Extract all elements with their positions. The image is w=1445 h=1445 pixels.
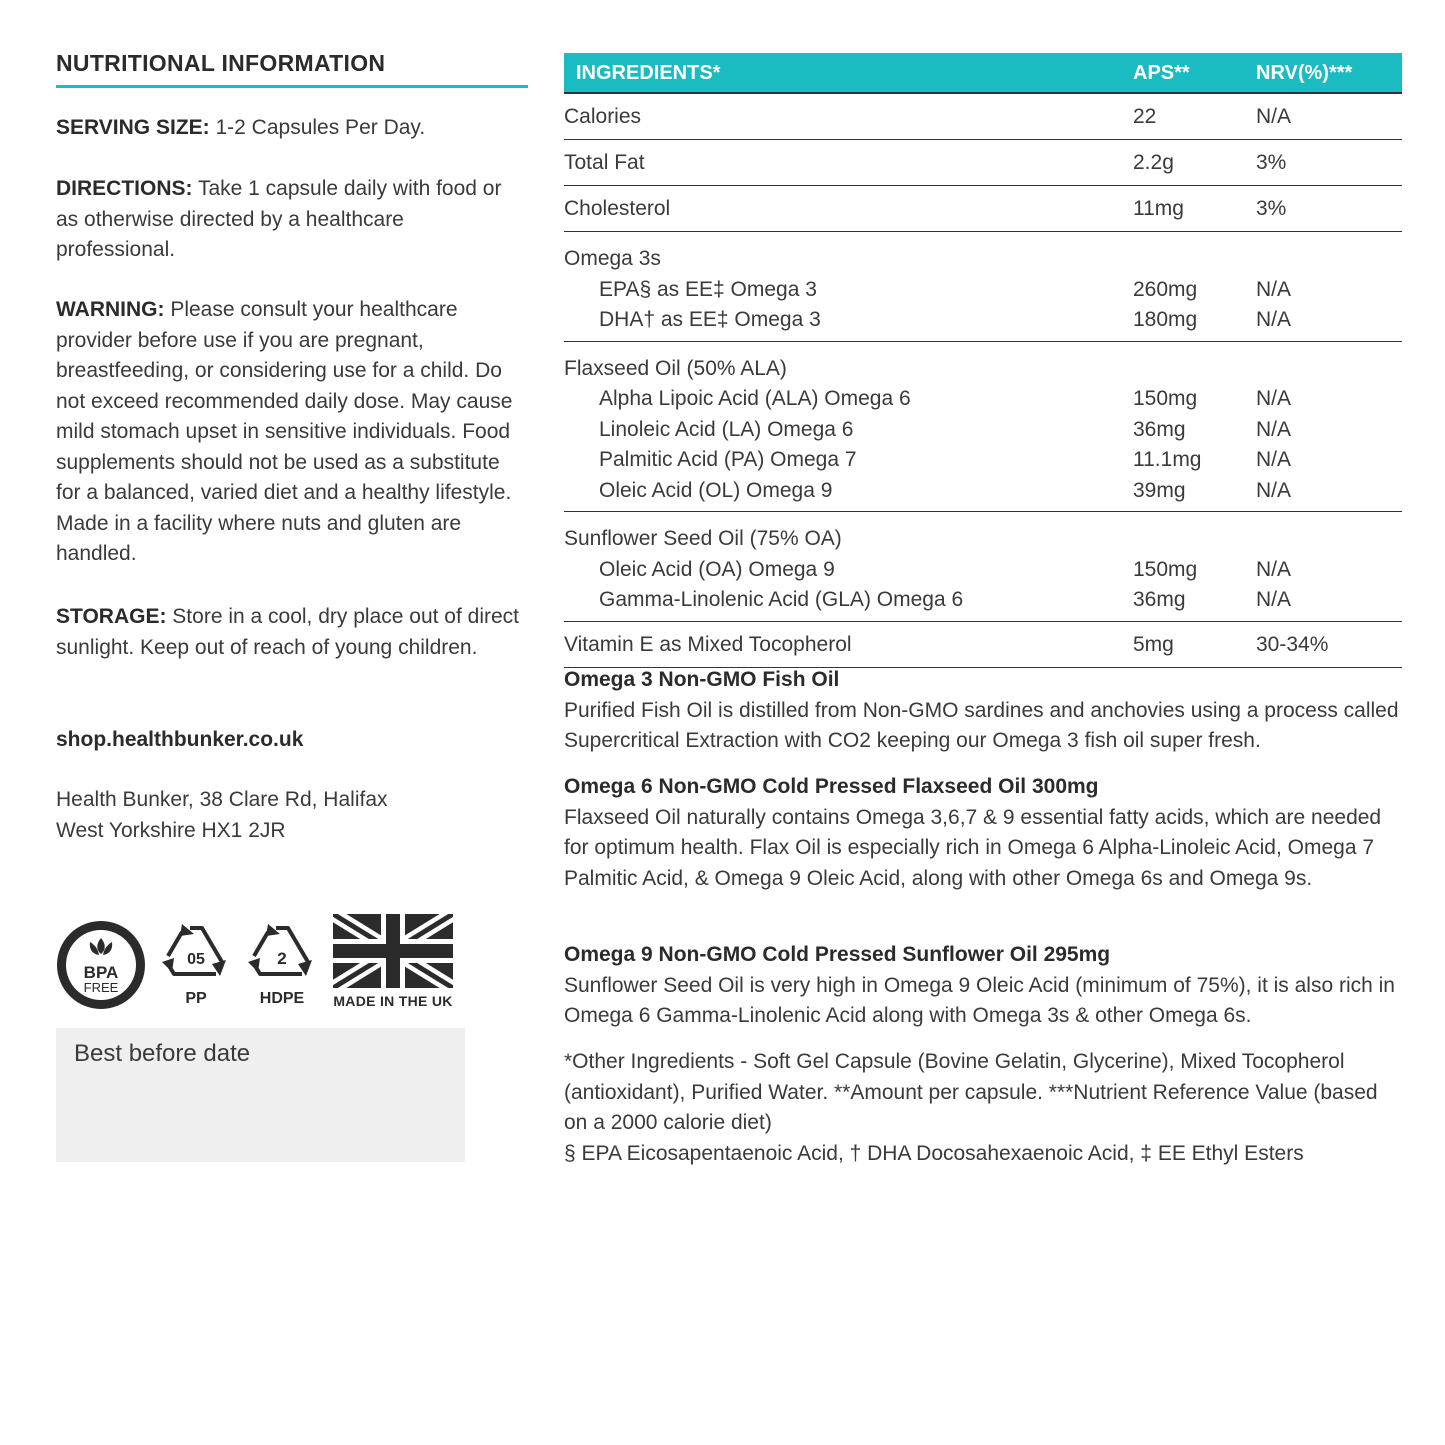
omega3-description — [564, 665, 1404, 757]
address-line-1: Health Bunker, 38 Clare Rd, Halifax — [56, 788, 388, 811]
bpa-free-icon — [56, 920, 146, 1010]
row-name: Alpha Lipoic Acid (ALA) Omega 6 — [599, 387, 911, 410]
pp-label: PP — [185, 990, 207, 1007]
warning-label: WARNING: — [56, 298, 165, 321]
omega9-text: Sunflower Seed Oil is very high in Omega 9 Oleic Acid (minimum of 75%), it is also rich in Omega 6 Gamma-Linolenic Acid along with Omega 3s & other Omega 6s. — [564, 973, 1395, 1027]
row-nrv: 30-34% — [1256, 632, 1329, 656]
bpa-text: BPA — [83, 963, 119, 982]
header-aps: APS** — [1133, 62, 1190, 84]
row-aps: 11mg — [1133, 197, 1184, 220]
omega3-text: Purified Fish Oil is distilled from Non-GMO sardines and anchovies using a process called Supercritical Extraction with CO2 keeping our Omega 3 fish oil super fresh. — [564, 698, 1399, 752]
table-header — [564, 53, 1402, 94]
row-aps: 36mg — [1133, 417, 1186, 441]
omega6-description — [564, 772, 1404, 894]
row-nrv: N/A — [1256, 105, 1292, 128]
table-group-sunflower — [564, 512, 1402, 622]
row-name: Vitamin E as Mixed Tocopherol — [564, 632, 852, 656]
warning-text: Please consult your healthcare provider before use if you are pregnant, breastfeeding, or considering use for a child. Do not exceed recommended daily dose. May cause mild stomach upset in sensitive individuals. Food supplements should not be used as a substitute for a balanced, varied diet and a healthy lifestyle. Made in a facility where nuts and gluten are handled. — [56, 298, 513, 565]
serving-size — [56, 113, 528, 144]
group-name: Sunflower Seed Oil (75% OA) — [564, 527, 842, 550]
omega6-title: Omega 6 Non-GMO Cold Pressed Flaxseed Oil 300mg — [564, 775, 1099, 798]
pp-number: 05 — [187, 951, 205, 968]
row-nrv: N/A — [1256, 588, 1292, 611]
row-aps: 180mg — [1133, 308, 1198, 331]
group-name: Omega 3s — [564, 247, 661, 270]
directions-text: Take 1 capsule daily with food or as otherwise directed by a healthcare professional. — [56, 177, 502, 261]
header-nrv: NRV(%)*** — [1256, 62, 1353, 84]
row-aps: 39mg — [1133, 478, 1186, 502]
row-nrv: 3% — [1256, 151, 1287, 174]
made-in-uk-label: MADE IN THE UK — [333, 993, 453, 1009]
row-nrv: N/A — [1256, 478, 1292, 502]
hdpe-label: HDPE — [259, 990, 305, 1007]
serving-size-label: SERVING SIZE: — [56, 116, 210, 139]
table-row — [564, 186, 1402, 232]
row-name: Gamma-Linolenic Acid (GLA) Omega 6 — [599, 588, 964, 611]
certification-logos — [56, 914, 476, 1014]
section-title: NUTRITIONAL INFORMATION — [56, 50, 528, 88]
row-name: Palmitic Acid (PA) Omega 7 — [599, 448, 857, 471]
table-row — [564, 140, 1402, 186]
storage-label: STORAGE: — [56, 605, 167, 628]
directions — [56, 174, 528, 266]
row-nrv: N/A — [1256, 277, 1292, 301]
free-text: FREE — [83, 980, 119, 995]
row-aps: 22 — [1133, 105, 1157, 128]
table-group-flaxseed — [564, 342, 1402, 513]
row-aps: 36mg — [1133, 588, 1186, 611]
group-name: Flaxseed Oil (50% ALA) — [564, 356, 787, 380]
row-name: Cholesterol — [564, 197, 671, 220]
storage — [56, 602, 528, 663]
row-nrv: 3% — [1256, 197, 1287, 220]
table-group-omega3 — [564, 232, 1402, 342]
row-nrv: N/A — [1256, 308, 1292, 331]
row-nrv: N/A — [1256, 557, 1292, 581]
row-name: EPA§ as EE‡ Omega 3 — [599, 277, 817, 301]
footnote-text: *Other Ingredients - Soft Gel Capsule (Bovine Gelatin, Glycerine), Mixed Tocopherol (antioxidant), Purified Water. **Amount per capsule. ***Nutrient Reference Value (based on a 2000 calorie diet) — [564, 1050, 1378, 1134]
row-nrv: N/A — [1256, 387, 1292, 410]
row-name: Oleic Acid (OA) Omega 9 — [599, 557, 835, 581]
recycle-pp-icon — [160, 920, 232, 988]
nutrition-info-column — [56, 50, 528, 842]
row-aps: 2.2g — [1133, 151, 1174, 174]
website-link[interactable]: shop.healthbunker.co.uk — [56, 728, 304, 751]
uk-flag-icon — [333, 914, 453, 988]
row-aps: 260mg — [1133, 277, 1198, 301]
row-name: Oleic Acid (OL) Omega 9 — [599, 478, 833, 502]
row-nrv: N/A — [1256, 417, 1292, 441]
row-name: Linoleic Acid (LA) Omega 6 — [599, 417, 854, 441]
row-aps: 5mg — [1133, 632, 1174, 656]
table-row — [564, 94, 1402, 140]
omega9-title: Omega 9 Non-GMO Cold Pressed Sunflower Oil 295mg — [564, 943, 1111, 966]
abbreviations-text: § EPA Eicosapentaenoic Acid, † DHA Docosahexaenoic Acid, ‡ EE Ethyl Esters — [564, 1141, 1304, 1165]
omega3-title: Omega 3 Non-GMO Fish Oil — [564, 668, 840, 691]
serving-size-text: 1-2 Capsules Per Day. — [209, 116, 426, 139]
row-name: Calories — [564, 105, 642, 128]
footnotes — [564, 1047, 1404, 1169]
row-name: DHA† as EE‡ Omega 3 — [599, 308, 821, 331]
recycle-hdpe-icon — [246, 920, 318, 988]
warning — [56, 295, 528, 570]
best-before-label: Best before date — [74, 1040, 251, 1067]
table-row — [564, 622, 1402, 668]
omega9-description — [564, 940, 1404, 1032]
omega6-text: Flaxseed Oil naturally contains Omega 3,6,7 & 9 essential fatty acids, which are needed for optimum health. Flax Oil is especially rich in Omega 6 Alpha-Linoleic Acid, Omega 7 Palmitic Acid, & Omega 9 Oleic Acid, along with other Omega 6s and Omega 9s. — [564, 805, 1382, 890]
address — [56, 785, 528, 846]
header-ingredients: INGREDIENTS* — [576, 62, 721, 84]
directions-label: DIRECTIONS: — [56, 177, 193, 200]
address-line-2: West Yorkshire HX1 2JR — [56, 818, 286, 842]
row-name: Total Fat — [564, 151, 645, 174]
row-aps: 11.1mg — [1133, 448, 1202, 471]
row-aps: 150mg — [1133, 387, 1198, 410]
row-aps: 150mg — [1133, 557, 1198, 581]
row-nrv: N/A — [1256, 448, 1292, 471]
best-before-box — [56, 1028, 465, 1162]
hdpe-number: 2 — [277, 949, 287, 968]
ingredients-table — [564, 53, 1402, 668]
storage-text: Store in a cool, dry place out of direct sunlight. Keep out of reach of young children. — [56, 605, 519, 659]
